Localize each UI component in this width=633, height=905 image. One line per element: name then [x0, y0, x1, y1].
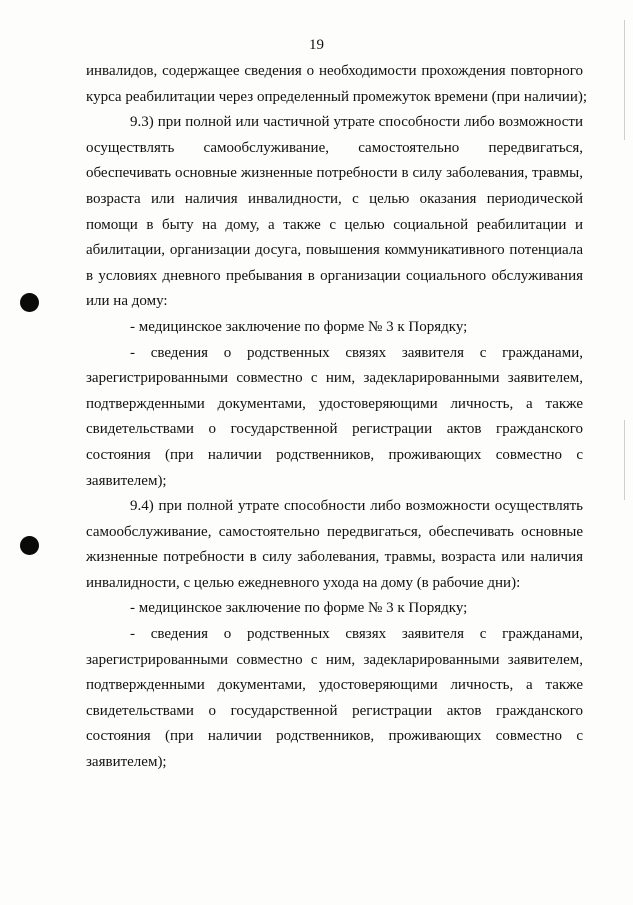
text-line: заявителем);: [86, 472, 167, 489]
document-body: [86, 59, 588, 776]
text-line: подтвержденными документами, удостоверяющими личность, а также: [86, 677, 583, 694]
scan-edge-mark: [624, 420, 625, 500]
text-line: в условиях дневного пребывания в организации социального обслуживания: [86, 267, 583, 284]
text-line: помощи в быту на дому, а также с целью социальной реабилитации и: [86, 216, 583, 233]
text-line: состояния (при наличии родственников, проживающих совместно с: [86, 728, 583, 745]
punch-hole-mark: [20, 293, 39, 312]
text-line: свидетельствами о государственной регистрации актов гражданского: [86, 702, 583, 719]
list-item-medical-conclusion: - медицинское заключение по форме № 3 к Порядку;: [130, 318, 468, 335]
list-item-family-info: - сведения о родственных связях заявителя с гражданами,: [130, 626, 583, 643]
text-line: свидетельствами о государственной регистрации актов гражданского: [86, 421, 583, 438]
text-line: осуществлять самообслуживание, самостоятельно передвигаться,: [86, 139, 583, 156]
text-line: обеспечивать основные жизненные потребности в силу заболевания, травмы,: [86, 165, 583, 182]
text-line: возраста или наличия инвалидности, с целью оказания периодической: [86, 190, 583, 207]
text-line: курса реабилитации через определенный промежуток времени (при наличии);: [86, 88, 588, 105]
text-line: подтвержденными документами, удостоверяющими личность, а также: [86, 395, 583, 412]
list-item-family-info: - сведения о родственных связях заявителя с гражданами,: [130, 344, 583, 361]
text-line: жизненные потребности в силу заболевания, травмы, возраста или наличия: [86, 549, 583, 566]
text-line: или на дому:: [86, 293, 168, 310]
page-number: 19: [309, 37, 324, 53]
paragraph-9-3-heading: 9.3) при полной или частичной утрате способности либо возможности: [130, 114, 583, 131]
punch-hole-mark: [20, 536, 39, 555]
text-line: зарегистрированными совместно с ним, задекларированными заявителем,: [86, 370, 583, 387]
paragraph-9-4-heading: 9.4) при полной утрате способности либо возможности осуществлять: [130, 498, 583, 515]
text-line: самообслуживание, самостоятельно передвигаться, обеспечивать основные: [86, 523, 583, 540]
text-line: инвалидности, с целью ежедневного ухода на дому (в рабочие дни):: [86, 574, 521, 591]
text-line: состояния (при наличии родственников, проживающих совместно с: [86, 446, 583, 463]
text-line: абилитации, организации досуга, повышения коммуникативного потенциала: [86, 242, 583, 259]
text-line: заявителем);: [86, 754, 167, 771]
list-item-medical-conclusion: - медицинское заключение по форме № 3 к Порядку;: [130, 600, 468, 617]
text-line: зарегистрированными совместно с ним, задекларированными заявителем,: [86, 651, 583, 668]
text-line: инвалидов, содержащее сведения о необходимости прохождения повторного: [86, 63, 583, 79]
